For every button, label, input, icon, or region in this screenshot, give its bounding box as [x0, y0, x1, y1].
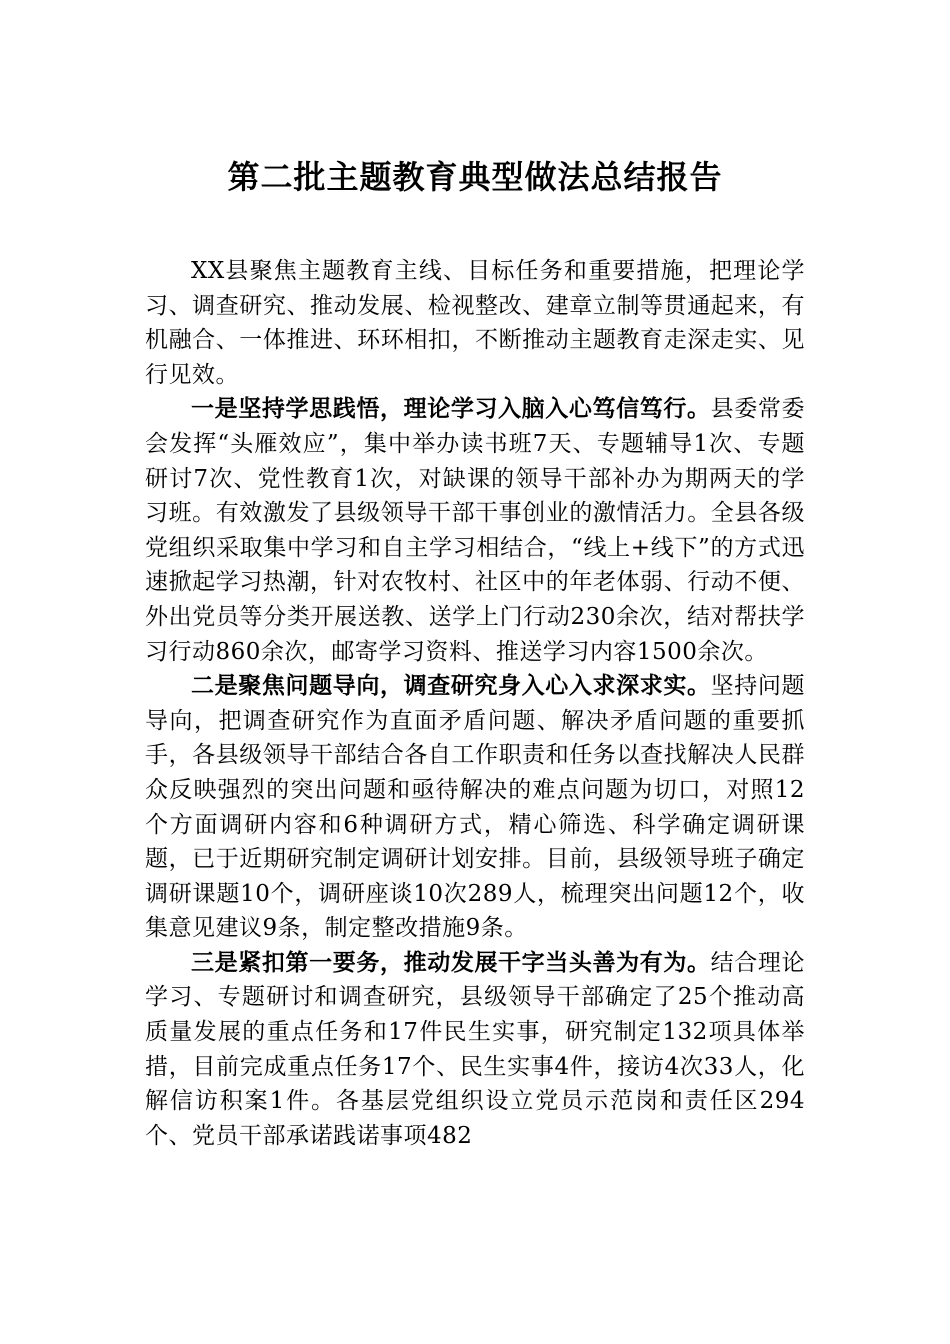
section-lead-3: 三是紧扣第一要务，推动发展干字当头善为有为。: [191, 948, 711, 976]
section-lead-2: 二是聚焦问题导向，调查研究身入心入求深求实。: [191, 672, 711, 700]
section-text-3: 结合理论学习、专题研讨和调查研究，县级领导干部确定了25个推动高质量发展的重点任务和17件民生实事，研究制定132项具体举措，目前完成重点任务17个、民生实事4件，接访4次33人，化解信访积案1件。各基层党组织设立党员示范岗和责任区294个、党员干部承诺践诺事项482: [145, 949, 806, 1149]
document-title: 第二批主题教育典型做法总结报告: [227, 158, 723, 196]
section-paragraph-2: [145, 669, 805, 946]
section-text-2: 坚持问题导向，把调查研究作为直面矛盾问题、解决矛盾问题的重要抓手，各县级领导干部结合各自工作职责和任务以查找解决人民群众反映强烈的突出问题和亟待解决的难点问题为切口，对照12个方面调研内容和6种调研方式，精心筛选、科学确定调研课题，已于近期研究制定调研计划安排。目前，县级领导班子确定调研课题10个，调研座谈10次289人，梳理突出问题12个，收集意见建议9条，制定整改措施9条。: [145, 673, 806, 942]
section-lead-1: 一是坚持学思践悟，理论学习入脑入心笃信笃行。: [191, 395, 711, 423]
intro-paragraph: XX县聚焦主题教育主线、目标任务和重要措施，把理论学习、调查研究、推动发展、检视整改、建章立制等贯通起来，有机融合、一体推进、环环相扣，不断推动主题教育走深走实、见行见效。: [145, 258, 805, 388]
section-text-1: 县委常委会发挥“头雁效应”，集中举办读书班7天、专题辅导1次、专题研讨7次、党性教育1次，对缺课的领导干部补办为期两天的学习班。有效激发了县级领导干部干事创业的激情活力。全县各级党组织采取集中学习和自主学习相结合，“线上+线下”的方式迅速掀起学习热潮，针对农牧村、社区中的年老体弱、行动不便、外出党员等分类开展送教、送学上门行动230余次，结对帮扶学习行动860余次，邮寄学习资料、推送学习内容1500余次。: [145, 396, 806, 665]
section-paragraph-1: [145, 392, 805, 669]
document-body: [145, 254, 805, 1153]
section-paragraph-3: [145, 946, 805, 1154]
